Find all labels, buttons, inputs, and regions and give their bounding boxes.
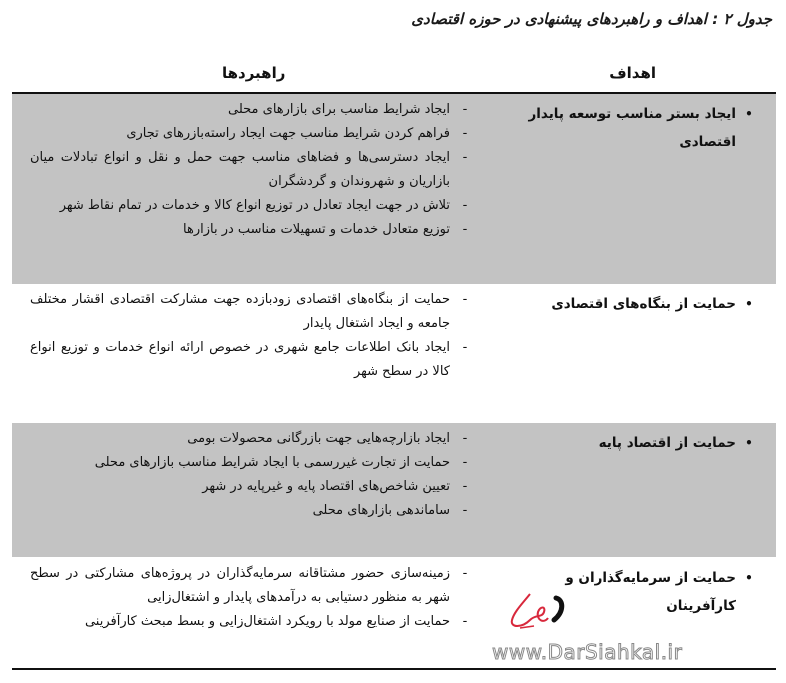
table-bottom-rule [12,668,776,670]
strategy-item: - ایجاد دسترسی‌ها و فضاهای مناسب جهت حمل و نقل و انواع تبادلات میان بازاریان و شهروندان و گردشگران [30,146,480,194]
bullet-icon: • [745,107,753,121]
strategies-cell [30,98,480,242]
watermark-url: www.DarSiahkal.ir [492,640,683,664]
strategy-item: - حمایت از بنگاه‌های اقتصادی زودبازده جهت مشارکت اقتصادی اقشار مختلف جامعه و ایجاد اشتغال پایدار [30,288,480,336]
strategy-item: - زمینه‌سازی حضور مشتاقانه سرمایه‌گذاران در پروژه‌های مشارکتی در سطح شهر به منظور دستیابی به درآمدهای پایدار و اشتغال‌زایی [30,562,480,610]
strategies-cell [30,427,480,523]
dash-icon: - [462,431,468,446]
goal-text: حمایت از بنگاه‌های اقتصادی [551,296,736,312]
strategy-item: - حمایت از تجارت غیررسمی با ایجاد شرایط مناسب بازارهای محلی [30,451,480,475]
watermark-logo [500,590,570,632]
dash-icon: - [462,126,468,141]
dash-icon: - [462,198,468,213]
dash-icon: - [462,479,468,494]
strategy-item: - ایجاد بازارچه‌هایی جهت بازرگانی محصولات بومی [30,427,480,451]
dash-icon: - [462,222,468,237]
table-row [12,423,776,557]
bullet-icon: • [745,297,753,311]
strategies-cell [30,288,480,384]
column-header-goals: اهداف [609,64,656,82]
goal-cell [502,290,762,318]
goal-cell [502,429,762,457]
dash-icon: - [462,455,468,470]
table-row [12,284,776,422]
dash-icon: - [462,614,468,629]
strategy-item: - تعیین شاخص‌های اقتصاد پایه و غیرپایه در شهر [30,475,480,499]
strategy-item: - تلاش در جهت ایجاد تعادل در توزیع انواع کالا و خدمات در تمام نقاط شهر [30,194,480,218]
dash-icon: - [462,150,468,165]
dash-icon: - [462,340,468,355]
strategy-item: - فراهم کردن شرایط مناسب جهت ایجاد راسته‌بازرهای تجاری [30,122,480,146]
dash-icon: - [462,292,468,307]
goal-text: حمایت از اقتصاد پایه [598,435,736,451]
strategy-item: - ساماندهی بازارهای محلی [30,499,480,523]
dash-icon: - [462,566,468,581]
bullet-icon: • [745,436,753,450]
table-caption: جدول ۲ : اهداف و راهبردهای پیشنهادی در حوزه اقتصادی [411,10,772,28]
table-row [12,94,776,284]
strategy-item: - ایجاد شرایط مناسب برای بازارهای محلی [30,98,480,122]
bullet-icon: • [745,571,753,585]
strategy-item: - ایجاد بانک اطلاعات جامع شهری در خصوص ارائه انواع خدمات و توزیع انواع کالا در سطح شهر [30,336,480,384]
dash-icon: - [462,102,468,117]
strategy-item: - حمایت از صنایع مولد با رویکرد اشتغال‌زایی و بسط مبحث کارآفرینی [30,610,480,634]
strategy-item: - توزیع متعادل خدمات و تسهیلات مناسب در بازارها [30,218,480,242]
goal-cell [502,100,762,156]
dash-icon: - [462,503,468,518]
column-header-strategies: راهبردها [222,64,286,82]
goal-text: حمایت از سرمایه‌گذاران و کارآفرینان [565,570,736,614]
goal-text: ایجاد بستر مناسب توسعه پایدار اقتصادی [528,106,736,150]
strategies-cell [30,562,480,634]
